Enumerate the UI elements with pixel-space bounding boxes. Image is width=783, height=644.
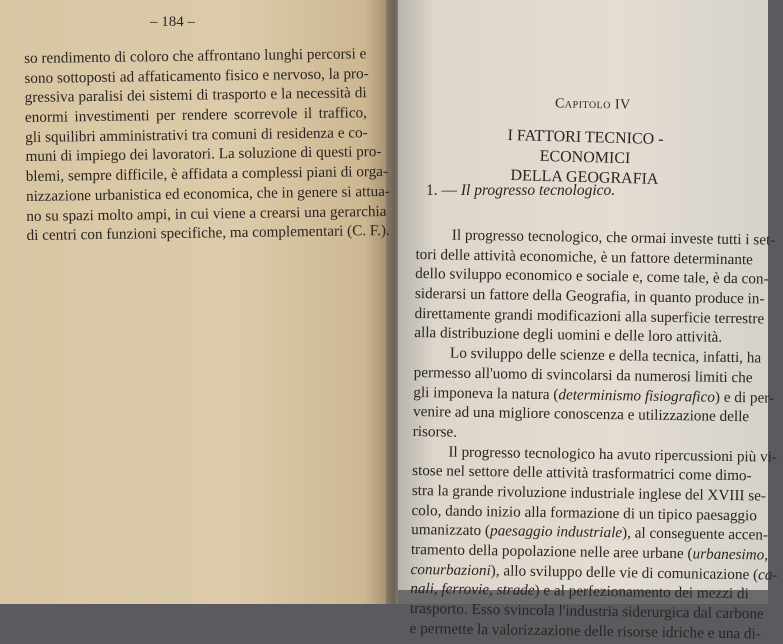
italic-text: ca- — [757, 566, 778, 584]
text-span: e permette la valorizzazione delle risorse idriche e una di- — [409, 619, 762, 643]
text-span: ), allo sviluppo delle vie di comunicazione ( — [490, 561, 759, 584]
chapter-label: Capitolo IV — [554, 96, 631, 113]
text-span: siderarsi un fattore della Geografia, in quanto produce in- — [414, 285, 765, 308]
text-span: muni di impiego dei lavoratori. La soluzione di questi pro- — [25, 143, 382, 166]
text-span: direttamente grandi modificazioni alla superficie terrestre — [414, 304, 765, 328]
text-span: Lo sviluppo delle scienze e della tecnica, infatti, ha — [449, 344, 762, 367]
text-span: tori delle attività economiche, è un fattore determinante — [415, 245, 753, 268]
text-span: venire ad una migliore conoscenza e utilizzazione delle — [412, 403, 750, 426]
chapter-title — [479, 125, 690, 190]
text-span: ), al conseguente accen- — [621, 524, 769, 544]
italic-text: conurbazioni — [410, 560, 491, 579]
text-span: gli squilibri amministrativi tra comuni di residenza e co- — [25, 123, 368, 146]
text-span: alla distribuzione degli uomini e delle loro attività. — [414, 324, 723, 347]
italic-text: paesaggio industriale — [489, 522, 623, 542]
section-title: Il progresso tecnologico. — [460, 182, 616, 199]
text-span: blemi, sempre difficile, è affidata a complessi piani di orga- — [25, 163, 389, 186]
text-span: sono sottoposti ad affaticamento fisico e nervoso, la pro- — [24, 64, 369, 87]
text-span: tramento della popolazione nelle aree urbane ( — [410, 540, 693, 563]
text-span: colo, dando inizio alla formazione di un tipico paesaggio — [411, 501, 758, 525]
text-span: umanizzato ( — [411, 521, 491, 540]
text-line — [409, 619, 762, 644]
text-span: Il progresso tecnologico ha avuto ripercussioni più vi- — [448, 443, 778, 466]
italic-text: nali, ferrovie, strade — [410, 580, 535, 600]
section-heading — [426, 182, 615, 200]
right-page-text — [409, 225, 778, 643]
left-page-text — [24, 44, 391, 246]
text-span: no su spazi molto ampi, in cui viene a crearsi una gerarchia — [26, 202, 387, 225]
section-number: 1. — — [426, 182, 461, 199]
chapter-title-line-2: DELLA GEOGRAFIA — [510, 167, 659, 188]
text-span: risorse. — [412, 422, 458, 441]
text-span: stose nel settore delle attività trasformatrici come dimo- — [412, 462, 752, 485]
text-span: trasporto. Esso svincola l'industria siderurgica dal carbone — [409, 600, 764, 623]
page-number: – 184 – — [150, 14, 195, 30]
text-span: gressiva paralisi dei sistemi di trasporto e la necessità di — [24, 84, 367, 107]
text-span: nizzazione urbanistica ed economica, che in genere si attua- — [25, 182, 391, 205]
text-span: di centri con funzioni specifiche, ma complementari (C. F.). — [26, 222, 390, 245]
text-span: permesso all'uomo di svincolarsi da numerosi limiti che — [413, 363, 753, 387]
italic-text: determinismo fisiografico — [558, 385, 716, 406]
text-span: stra la grande rivoluzione industriale inglese del XVIII se- — [411, 481, 767, 505]
text-span: so rendimento di coloro che affrontano lunghi percorsi e — [24, 45, 367, 67]
text-span: ) e di per- — [714, 388, 775, 407]
text-span: Il progresso tecnologico, che ormai investe tutti i set- — [451, 226, 776, 249]
italic-text: urbanesimo, — [692, 545, 769, 564]
text-span: enormi investimenti per rendere scorrevole il traffico, — [24, 104, 368, 127]
chapter-title-line-1: I FATTORI TECNICO - ECONOMICI — [507, 126, 664, 168]
text-span: gli imponeva la natura ( — [413, 383, 559, 403]
text-span: dello sviluppo economico e sociale e, come tale, è da con- — [415, 265, 769, 288]
text-span: ) e al perfezionamento dei mezzi di — [534, 582, 749, 603]
